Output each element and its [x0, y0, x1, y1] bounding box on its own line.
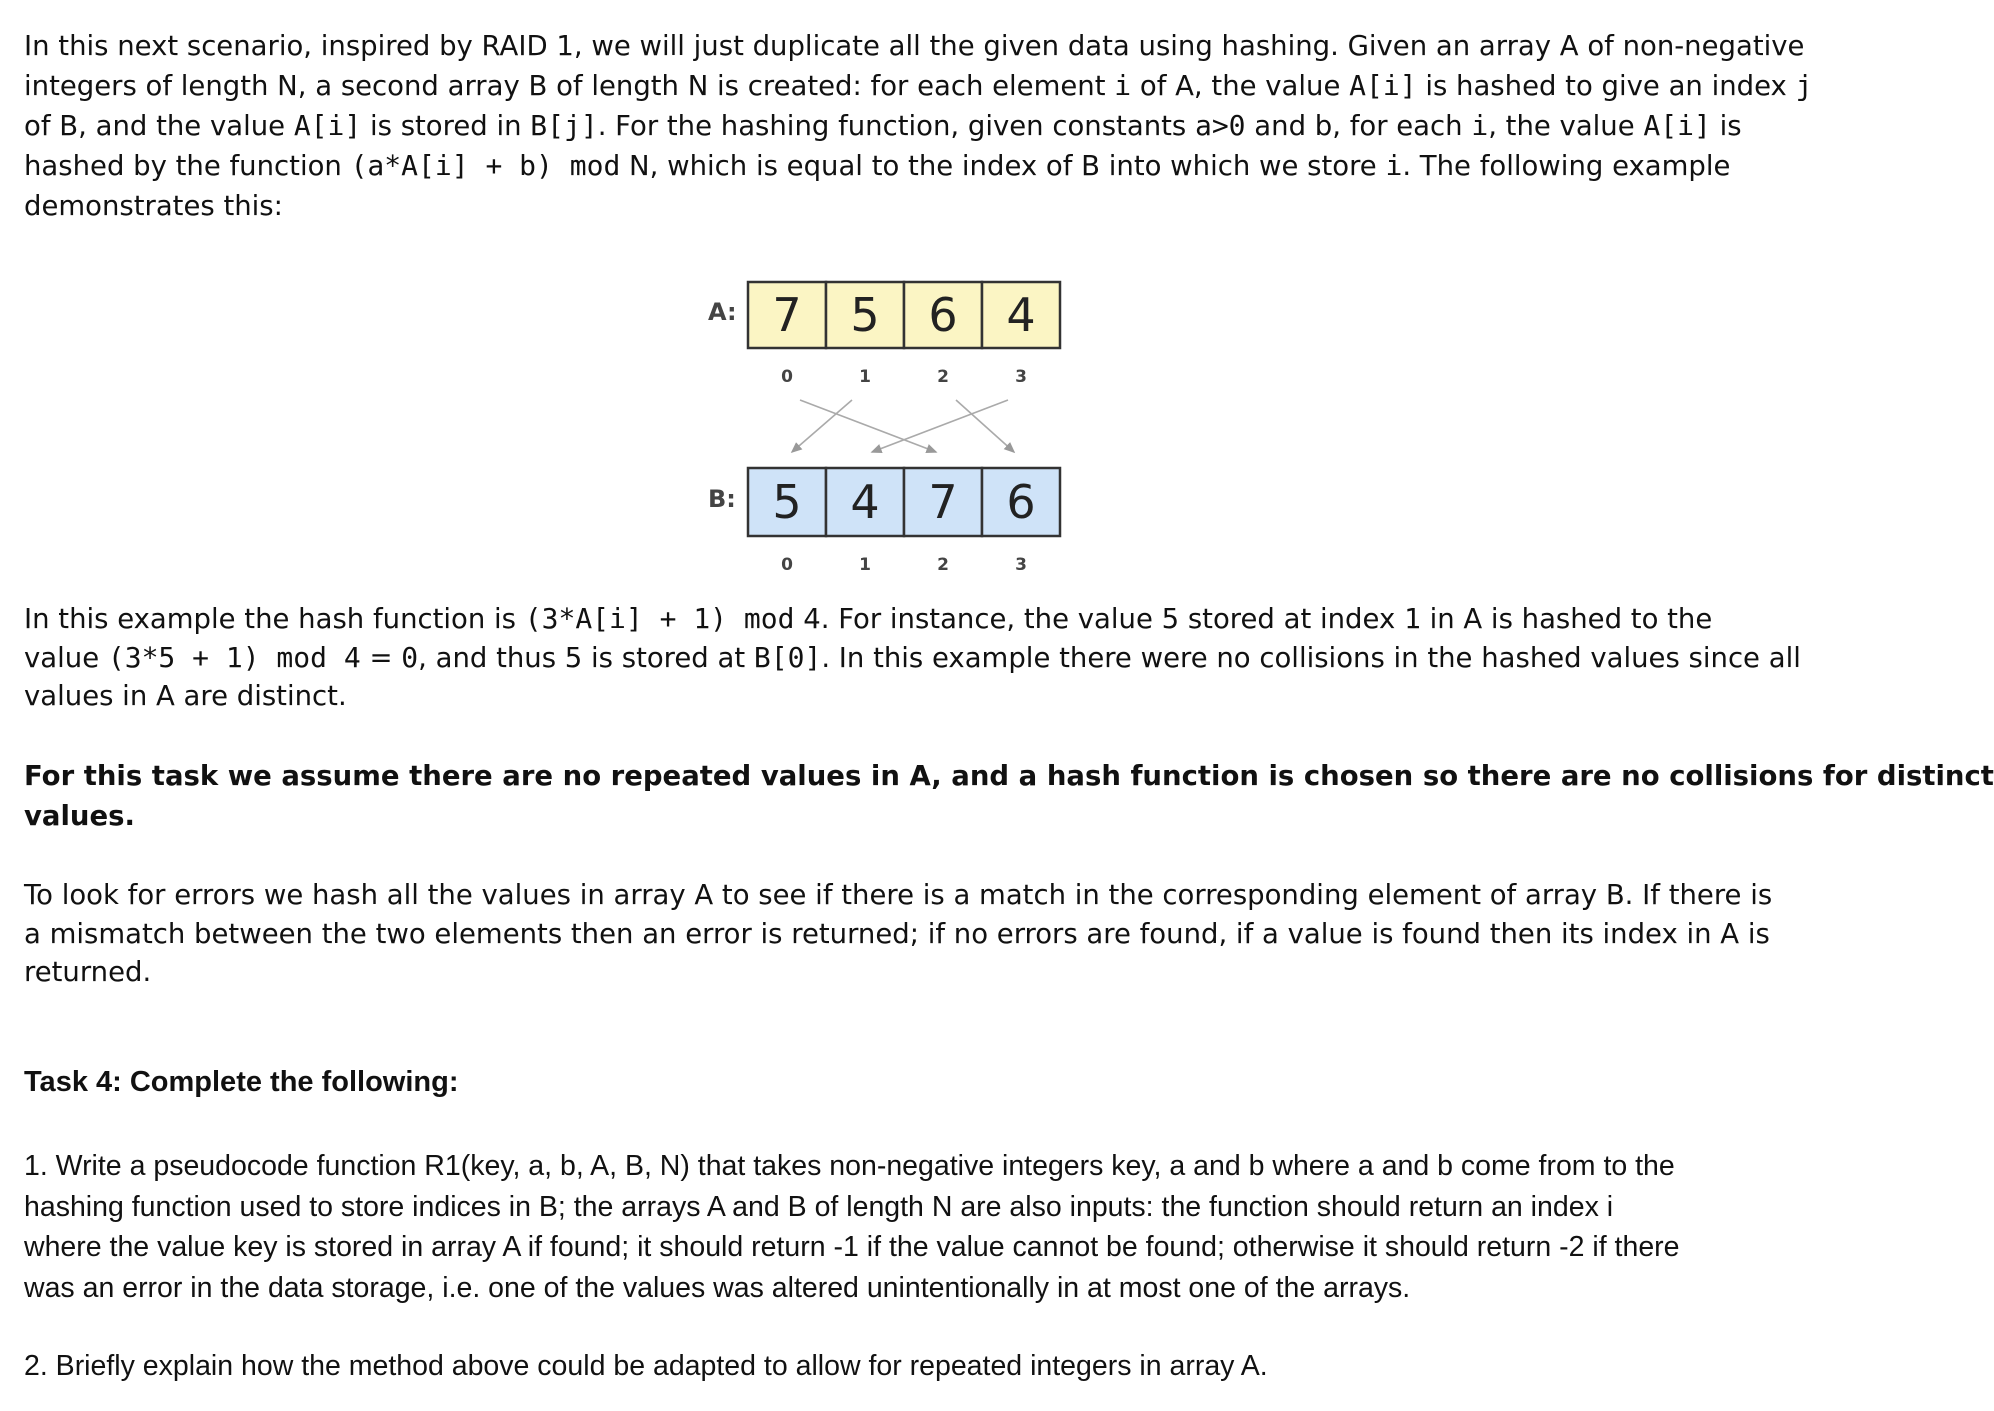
array-b-index: 2: [937, 555, 949, 575]
array-a-index: 1: [859, 367, 871, 387]
text-run: of B, and the value: [24, 110, 294, 142]
inline-code: A[i]: [1349, 69, 1417, 102]
inline-code: B[j]: [530, 109, 598, 142]
intro-line: [24, 146, 1754, 186]
text-run: N, which is equal to the index of B into which we store: [620, 150, 1386, 182]
inline-code: A[i]: [1643, 109, 1711, 142]
array-a-index: 3: [1015, 367, 1027, 387]
array-b-index: 3: [1015, 555, 1027, 575]
array-b: [748, 468, 1060, 536]
text-run: demonstrates this:: [24, 190, 283, 222]
text-run: value: [24, 641, 108, 674]
intro-line: [24, 186, 1754, 226]
task-heading: Task 4: Complete the following:: [24, 1066, 459, 1098]
array-b-index: 1: [859, 555, 871, 575]
array-a-value: 6: [928, 288, 958, 342]
array-a-index: 2: [937, 367, 949, 387]
array-a-value: 5: [850, 288, 880, 342]
mapping-arrow: [956, 400, 1014, 452]
intro-line: [24, 106, 1754, 146]
inline-code: (3*5 + 1) mod 4: [107, 640, 361, 674]
mapping-arrow: [800, 400, 936, 452]
example-line: [24, 677, 1754, 716]
text-run: In this next scenario, inspired by RAID 1, we will just duplicate all the given data using hashing. Given an array A of non-negative: [24, 30, 1805, 62]
mapping-arrow: [872, 400, 1008, 452]
assumption-paragraph: [24, 756, 1994, 836]
assumption-line: For this task we assume there are no repeated values in A, and a hash function is chosen so there are no collisions for distinct: [24, 760, 1994, 792]
lookup-line: To look for errors we hash all the values in array A to see if there is a match in the corresponding element of array B. If there is: [24, 879, 1773, 911]
inline-code: 0: [401, 640, 419, 674]
text-run: . For the hashing function, given constants: [597, 110, 1195, 142]
text-run: is stored in: [361, 110, 531, 142]
array-b-index: 0: [781, 555, 793, 575]
text-run: , the value: [1488, 110, 1644, 142]
text-run: , and thus 5 is stored at: [418, 641, 754, 674]
text-run: =: [360, 641, 402, 674]
inline-code: 1: [1403, 602, 1421, 635]
array-a-index: 0: [781, 367, 793, 387]
text-run: . In this example there were no collisions in the hashed values since all: [821, 641, 1801, 674]
array-a-value: 7: [772, 288, 802, 342]
intro-paragraph: [24, 26, 1813, 226]
array-b-value: 7: [928, 475, 958, 529]
text-run: in A is hashed to the: [1420, 603, 1713, 635]
example-line: [24, 600, 1754, 639]
array-a-value: 4: [1006, 288, 1036, 342]
task-item-1-line: where the value key is stored in array A if found; it should return -1 if the value cannot be found; otherwise it should return -2 if there: [24, 1231, 1680, 1263]
text-run: In this example the hash function is: [24, 603, 525, 635]
example-line: [24, 639, 1801, 678]
inline-code: i: [1114, 69, 1132, 102]
inline-code: i: [1385, 149, 1403, 182]
text-run: values in A are distinct.: [24, 680, 347, 712]
task-item-1-line: hashing function used to store indices in B; the arrays A and B of length N are also inputs: the function should return an index i: [24, 1190, 1614, 1223]
text-run: 4. For instance, the value 5 stored at index: [794, 603, 1404, 635]
lookup-line: returned.: [24, 956, 152, 988]
array-a: [748, 282, 1060, 348]
task-item-1: [24, 1146, 1754, 1308]
array-b-label: B:: [708, 485, 736, 513]
task-item-1-line: 1. Write a pseudocode function R1(key, a, b, A, B, N) that takes non-negative integers key, a and b where a and b come from to the: [24, 1150, 1675, 1182]
assumption-line: values.: [24, 800, 135, 832]
inline-code: a>0: [1194, 109, 1246, 142]
lookup-paragraph: [24, 876, 1773, 992]
intro-line: [24, 66, 1813, 106]
inline-code: j: [1795, 69, 1813, 102]
array-b-value: 4: [850, 475, 880, 529]
array-a-label: A:: [708, 298, 737, 326]
array-b-value: 6: [1006, 475, 1036, 529]
text-run: of A, the value: [1131, 70, 1350, 102]
text-run: and b, for each: [1245, 110, 1472, 142]
inline-code: (3*A[i] + 1) mod: [524, 602, 795, 635]
text-run: hashed by the function: [24, 150, 351, 182]
hash-mapping-arrows: [792, 400, 1014, 452]
text-run: is: [1710, 110, 1742, 142]
text-run: is hashed to give an index: [1416, 70, 1796, 102]
text-run: . The following example: [1402, 150, 1731, 182]
hash-diagram: [700, 270, 1100, 590]
array-b-value: 5: [772, 475, 802, 529]
task-item-2: 2. Briefly explain how the method above could be adapted to allow for repeated integers in array A.: [24, 1350, 1268, 1382]
inline-code: (a*A[i] + b) mod: [350, 149, 621, 182]
intro-line: [24, 26, 1805, 66]
inline-code: A[i]: [293, 109, 362, 142]
task-item-1-line: was an error in the data storage, i.e. one of the values was altered unintentionally in at most one of the arrays.: [24, 1271, 1411, 1304]
inline-code: i: [1471, 109, 1489, 142]
text-run: integers of length N, a second array B of length N is created: for each element: [24, 70, 1115, 102]
example-paragraph: [24, 600, 1801, 716]
lookup-line: a mismatch between the two elements then an error is returned; if no errors are found, if a value is found then its index in A is: [24, 917, 1770, 950]
inline-code: B[0]: [753, 640, 822, 674]
